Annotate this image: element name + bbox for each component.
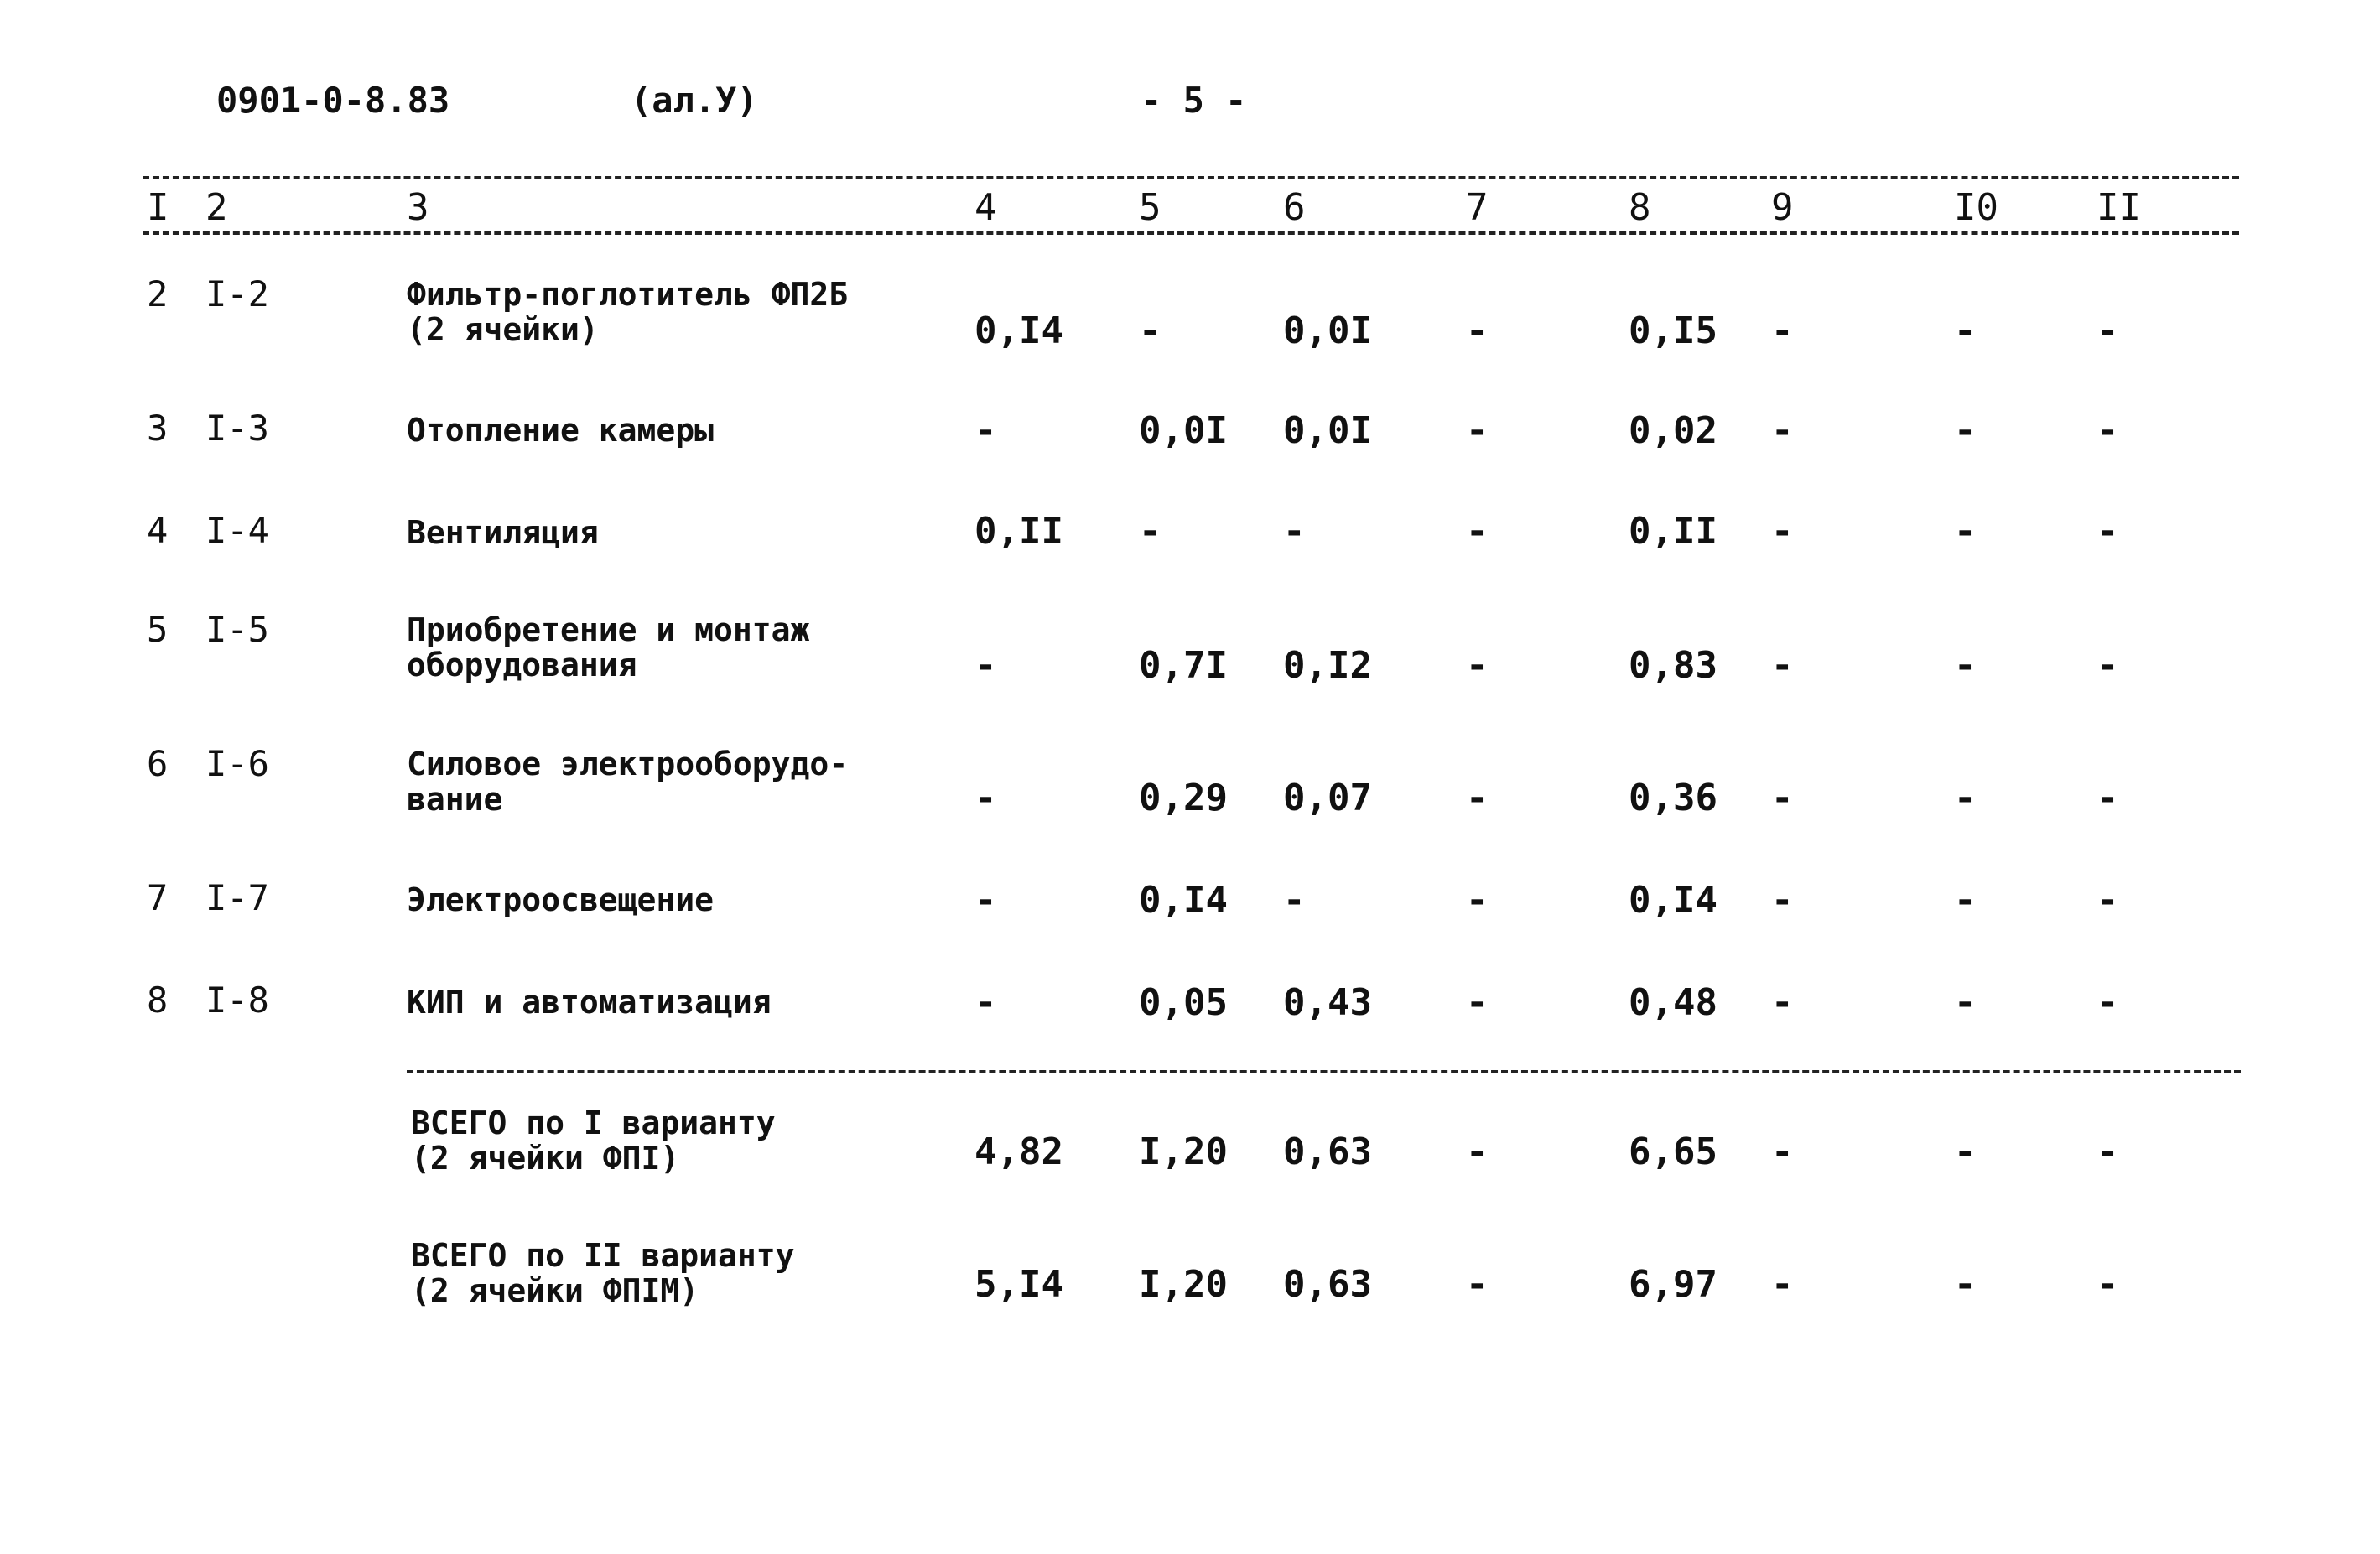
cell-col4: - [974, 409, 997, 452]
cell-col8: 6,97 [1629, 1263, 1717, 1306]
cell-col7: - [1466, 981, 1489, 1024]
cell-col4: - [974, 644, 997, 687]
cell-col7: - [1466, 309, 1489, 352]
cell-col10: - [1954, 644, 1977, 687]
cell-col4: - [974, 981, 997, 1024]
cell-col11: - [2097, 510, 2119, 553]
cell-col9: - [1771, 1263, 1794, 1306]
column-header-10: I0 [1954, 186, 1998, 229]
cell-col11: - [2097, 981, 2119, 1024]
row-number: 8 [147, 980, 169, 1021]
column-header-7: 7 [1466, 186, 1489, 229]
column-header-5: 5 [1139, 186, 1161, 229]
cell-col10: - [1954, 879, 1977, 922]
cell-col4: 0,I4 [974, 309, 1063, 352]
cell-col9: - [1771, 510, 1794, 553]
column-header-6: 6 [1283, 186, 1306, 229]
cell-col4: - [974, 777, 997, 819]
total-description: ВСЕГО по I варианту (2 ячейки ФПI) [411, 1104, 776, 1177]
cell-col11: - [2097, 644, 2119, 687]
totals-separator-rule [407, 1070, 2241, 1073]
cell-col5: I,20 [1139, 1263, 1228, 1306]
cell-col5: 0,05 [1139, 981, 1228, 1024]
row-code: I-7 [205, 877, 269, 918]
cell-col10: - [1954, 981, 1977, 1024]
document-code: 0901-0-8.83 [216, 80, 450, 121]
cell-col6: 0,I2 [1283, 644, 1372, 687]
cell-col4: 5,I4 [974, 1263, 1063, 1306]
page-number: - 5 - [1141, 80, 1247, 121]
cell-col6: - [1283, 879, 1306, 922]
cell-col7: - [1466, 644, 1489, 687]
cell-col10: - [1954, 409, 1977, 452]
row-description: КИП и автоматизация [407, 984, 772, 1021]
row-number: 2 [147, 273, 169, 314]
row-number: 5 [147, 609, 169, 650]
cell-col8: 0,36 [1629, 777, 1717, 819]
row-description: Фильтр-поглотитель ФП2Б (2 ячейки) [407, 276, 849, 348]
cell-col5: 0,0I [1139, 409, 1228, 452]
cell-col9: - [1771, 644, 1794, 687]
cell-col5: 0,7I [1139, 644, 1228, 687]
column-header-3: 3 [407, 186, 429, 229]
cell-col8: 0,48 [1629, 981, 1717, 1024]
column-header-11: II [2097, 186, 2141, 229]
cell-col6: 0,0I [1283, 309, 1372, 352]
cell-col8: 0,II [1629, 510, 1717, 553]
cell-col10: - [1954, 1130, 1977, 1173]
cell-col9: - [1771, 981, 1794, 1024]
row-number: 6 [147, 743, 169, 784]
cell-col6: 0,0I [1283, 409, 1372, 452]
cell-col4: 0,II [974, 510, 1063, 553]
cell-col10: - [1954, 1263, 1977, 1306]
cell-col10: - [1954, 510, 1977, 553]
row-number: 3 [147, 408, 169, 449]
row-description: Электроосвещение [407, 881, 715, 918]
cell-col6: - [1283, 510, 1306, 553]
row-number: 4 [147, 510, 169, 551]
cell-col11: - [2097, 1130, 2119, 1173]
header-bottom-rule [143, 231, 2239, 235]
cell-col6: 0,63 [1283, 1263, 1372, 1306]
cell-col6: 0,63 [1283, 1130, 1372, 1173]
row-code: I-8 [205, 980, 269, 1021]
column-header-2: 2 [205, 186, 228, 229]
cell-col5: 0,I4 [1139, 879, 1228, 922]
cell-col10: - [1954, 777, 1977, 819]
cell-col9: - [1771, 409, 1794, 452]
row-number: 7 [147, 877, 169, 918]
cell-col11: - [2097, 1263, 2119, 1306]
cell-col7: - [1466, 510, 1489, 553]
row-description: Силовое электрооборудо- вание [407, 746, 849, 818]
column-header-1: I [147, 186, 169, 229]
row-description: Отопление камеры [407, 412, 715, 449]
cell-col7: - [1466, 1130, 1489, 1173]
total-description: ВСЕГО по II варианту (2 ячейки ФПIМ) [411, 1237, 795, 1309]
cell-col6: 0,07 [1283, 777, 1372, 819]
cell-col5: 0,29 [1139, 777, 1228, 819]
cell-col5: - [1139, 510, 1161, 553]
cell-col8: 0,I4 [1629, 879, 1717, 922]
cell-col11: - [2097, 309, 2119, 352]
cell-col8: 0,I5 [1629, 309, 1717, 352]
cell-col7: - [1466, 879, 1489, 922]
cell-col8: 6,65 [1629, 1130, 1717, 1173]
cell-col5: - [1139, 309, 1161, 352]
table-top-rule [143, 176, 2239, 179]
cell-col8: 0,83 [1629, 644, 1717, 687]
row-code: I-4 [205, 510, 269, 551]
cell-col9: - [1771, 777, 1794, 819]
row-code: I-5 [205, 609, 269, 650]
column-header-4: 4 [974, 186, 997, 229]
cell-col6: 0,43 [1283, 981, 1372, 1024]
cell-col11: - [2097, 879, 2119, 922]
cell-col10: - [1954, 309, 1977, 352]
row-description: Приобретение и монтаж оборудования [407, 611, 810, 683]
album-label: (ал.У) [631, 80, 758, 121]
row-description: Вентиляция [407, 514, 599, 551]
cell-col4: - [974, 879, 997, 922]
column-header-8: 8 [1629, 186, 1651, 229]
cell-col7: - [1466, 777, 1489, 819]
cell-col8: 0,02 [1629, 409, 1717, 452]
cell-col11: - [2097, 409, 2119, 452]
cell-col9: - [1771, 879, 1794, 922]
cell-col7: - [1466, 1263, 1489, 1306]
cell-col9: - [1771, 1130, 1794, 1173]
row-code: I-3 [205, 408, 269, 449]
row-code: I-6 [205, 743, 269, 784]
cell-col7: - [1466, 409, 1489, 452]
cell-col9: - [1771, 309, 1794, 352]
row-code: I-2 [205, 273, 269, 314]
cell-col4: 4,82 [974, 1130, 1063, 1173]
column-header-9: 9 [1771, 186, 1794, 229]
cell-col5: I,20 [1139, 1130, 1228, 1173]
cell-col11: - [2097, 777, 2119, 819]
